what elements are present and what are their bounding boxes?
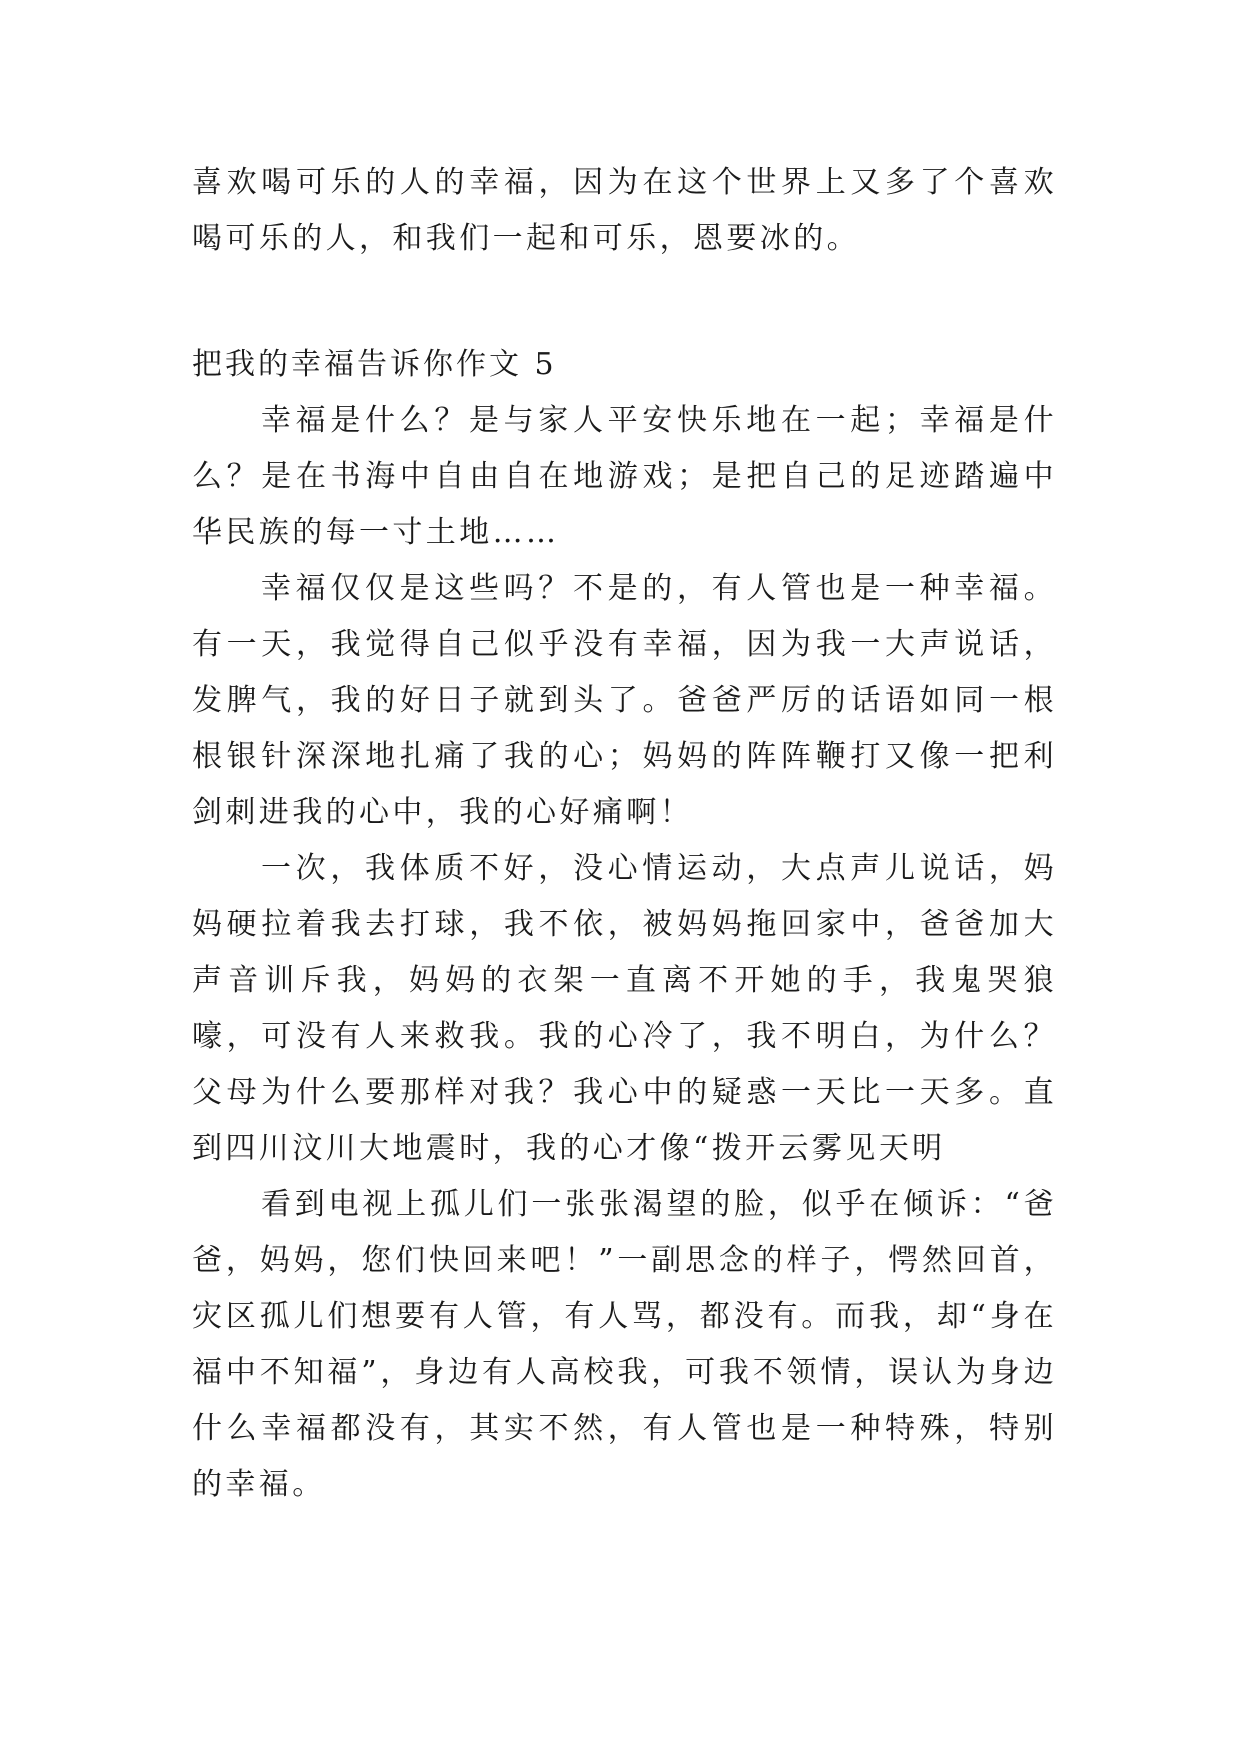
paragraph-1: 幸福是什么？是与家人平安快乐地在一起；幸福是什么？是在书海中自由自在地游戏；是把自己的足迹踏遍中华民族的每一寸土地…… bbox=[192, 403, 1057, 550]
paragraph-4: 看到电视上孤儿们一张张渴望的脸，似乎在倾诉：“爸爸，妈妈，您们快回来吧！”一副思念的样子，愕然回首，灾区孤儿们想要有人管，有人骂，都没有。而我，却“身在福中不知福”，身边有人高校我，可我不领情，误认为身边什么幸福都没有，其实不然，有人管也是一种特殊，特别的幸福。 bbox=[192, 1187, 1057, 1502]
section-title: 把我的幸福告诉你作文 5 bbox=[192, 347, 557, 382]
paragraph-3: 一次，我体质不好，没心情运动，大点声儿说话，妈妈硬拉着我去打球，我不依，被妈妈拖回家中，爸爸加大声音训斥我，妈妈的衣架一直离不开她的手，我鬼哭狼嚎，可没有人来救我。我的心冷了，我不明白，为什么？父母为什么要那样对我？我心中的疑惑一天比一天多。直到四川汶川大地震时，我的心才像“拨开云雾见天明 bbox=[192, 851, 1057, 1166]
paragraph-continued: 喜欢喝可乐的人的幸福，因为在这个世界上又多了个喜欢喝可乐的人，和我们一起和可乐，恩要冰的。 bbox=[192, 165, 1057, 256]
document-body bbox=[192, 155, 1057, 1513]
paragraph-2: 幸福仅仅是这些吗？不是的，有人管也是一种幸福。有一天，我觉得自己似乎没有幸福，因为我一大声说话，发脾气，我的好日子就到头了。爸爸严厉的话语如同一根根银针深深地扎痛了我的心；妈妈的阵阵鞭打又像一把利剑刺进我的心中，我的心好痛啊！ bbox=[192, 571, 1057, 830]
